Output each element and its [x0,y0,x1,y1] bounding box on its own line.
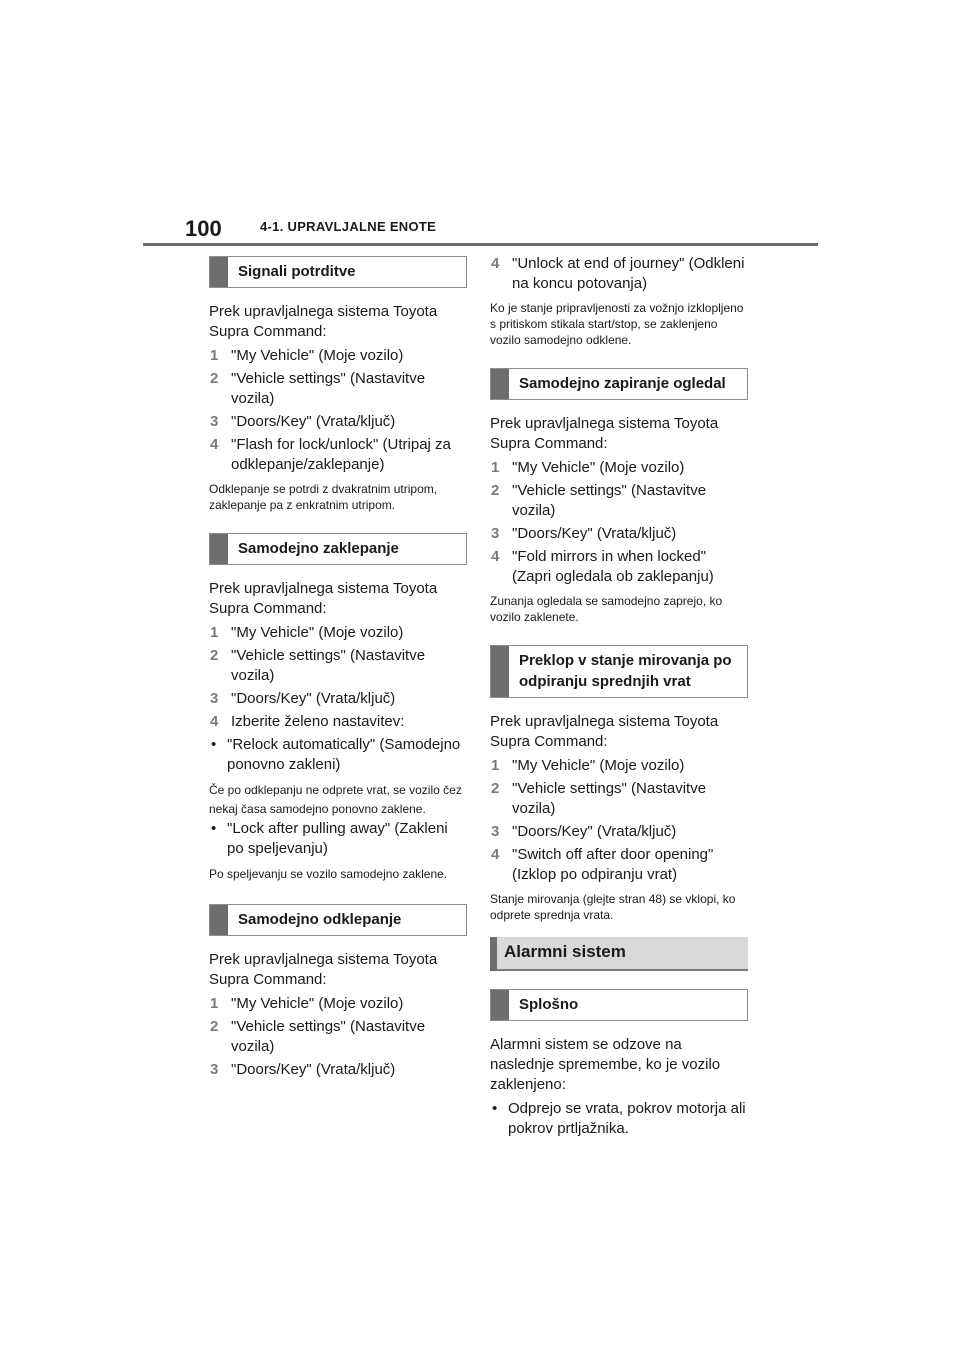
step-item: 3 "Doors/Key" (Vrata/ključ) [210,690,396,707]
step-item: 4 "Fold mirrors in when locked" (Zapri ogledala ob zaklepanju) [491,548,714,585]
note-text: Zunanja ogledala se samodejno zaprejo, ko vozilo zaklenete. [490,594,723,624]
step-item: 3 "Doors/Key" (Vrata/ključ) [210,1061,396,1078]
subheading-signali-potrditve: Signali potrditve [209,256,467,288]
step-item: 3 "Doors/Key" (Vrata/ključ) [491,525,677,542]
intro-text: Prek upravljalnega sistema Toyota Supra Command: [209,951,438,988]
page-header [143,214,818,244]
subheading-samodejno-zapiranje-ogledal: Samodejno zapiranje ogledal [490,368,748,400]
step-item: 1 "My Vehicle" (Moje vozilo) [210,347,404,364]
subheading-splosno: Splošno [490,989,748,1021]
intro-text: Prek upravljalnega sistema Toyota Supra Command: [490,415,719,452]
step-item: 1 "My Vehicle" (Moje vozilo) [491,459,685,476]
note-text: Če po odklepanju ne odprete vrat, se vozilo čez nekaj časa samodejno ponovno zaklene. [209,783,462,816]
bullet-item: • Odprejo se vrata, pokrov motorja ali pokrov prtljažnika. [492,1100,746,1137]
subheading-preklop-v-stanje-mirovanja: Preklop v stanje mirovanja po odpiranju sprednjih vrat [490,645,748,698]
step-item: 2 "Vehicle settings" (Nastavitve vozila) [491,780,707,817]
header-rule [143,243,818,246]
left-column [209,256,467,1083]
step-item: 2 "Vehicle settings" (Nastavitve vozila) [210,370,426,407]
step-item: 4 "Unlock at end of journey" (Odkleni na koncu potovanja) [491,255,745,292]
step-item: 2 "Vehicle settings" (Nastavitve vozila) [210,647,426,684]
subheading-samodejno-odklepanje: Samodejno odklepanje [209,904,467,936]
step-item: 4 "Flash for lock/unlock" (Utripaj za odklepanje/zaklepanje) [210,436,451,473]
note-text: Ko je stanje pripravljenosti za vožnjo izklopljeno s pritiskom stikala start/stop, se zaklenjeno vozilo samodejno odklene. [490,301,744,347]
page-number: 100 [185,216,222,241]
step-item: 3 "Doors/Key" (Vrata/ključ) [210,413,396,430]
step-item: 4 "Switch off after door opening" (Izklop po odpiranju vrat) [491,846,714,883]
bullet-item: • "Relock automatically" (Samodejno ponovno zakleni) [211,736,461,773]
step-item: 4 Izberite želeno nastavitev: [210,713,405,730]
note-text: Odklepanje se potrdi z dvakratnim utripom, zaklepanje pa z enkratnim utripom. [209,482,438,512]
subheading-samodejno-zaklepanje: Samodejno zaklepanje [209,533,467,565]
intro-text: Prek upravljalnega sistema Toyota Supra Command: [209,580,438,617]
step-item: 3 "Doors/Key" (Vrata/ključ) [491,823,677,840]
step-item: 1 "My Vehicle" (Moje vozilo) [210,624,404,641]
note-text: Stanje mirovanja (glejte stran 48) se vklopi, ko odprete sprednja vrata. [490,892,736,922]
step-item: 2 "Vehicle settings" (Nastavitve vozila) [491,482,707,519]
note-text: Po speljevanju se vozilo samodejno zaklene. [209,867,448,881]
intro-text: Prek upravljalnega sistema Toyota Supra Command: [490,713,719,750]
bullet-item: • "Lock after pulling away" (Zakleni po speljevanju) [211,820,448,857]
heading-alarmni-sistem: Alarmni sistem [490,937,748,971]
step-item: 1 "My Vehicle" (Moje vozilo) [210,995,404,1012]
step-item: 2 "Vehicle settings" (Nastavitve vozila) [210,1018,426,1055]
right-column [490,254,748,1142]
step-item: 1 "My Vehicle" (Moje vozilo) [491,757,685,774]
section-label: 4-1. UPRAVLJALNE ENOTE [260,219,437,234]
intro-text: Alarmni sistem se odzove na naslednje spremembe, ko je vozilo zaklenjeno: [490,1036,721,1093]
intro-text: Prek upravljalnega sistema Toyota Supra Command: [209,303,438,340]
